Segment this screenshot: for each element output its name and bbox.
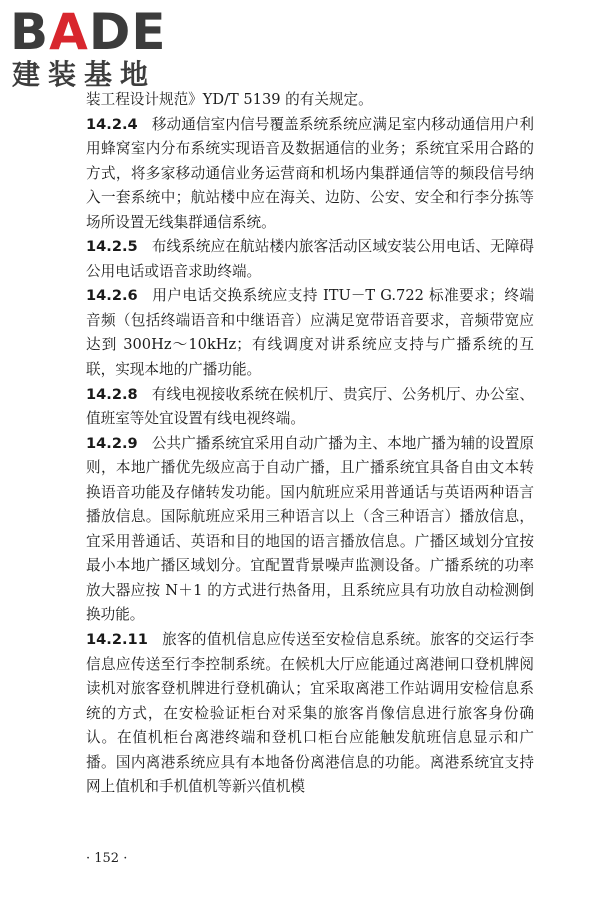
clause-text: 布线系统应在航站楼内旅客活动区域安装公用电话、无障碍公用电话或语音求助终端。	[86, 238, 534, 280]
clause-14-2-4	[86, 113, 534, 236]
lead-text-paragraph: 装工程设计规范》YD/T 5139 的有关规定。	[86, 91, 373, 108]
clause-14-2-8	[86, 383, 534, 432]
clause-number: 14.2.8	[86, 385, 138, 403]
clause-text: 移动通信室内信号覆盖系统系统应满足室内移动通信用户利用蜂窝室内分布系统实现语音及数据通信的业务；系统宜采用合路的方式，将多家移动通信业务运营商和机场内集群通信等的频段信号纳入一套系统中；航站楼中应在海关、边防、公安、安全和行李分拣等场所设置无线集群通信系统。	[86, 115, 534, 231]
clause-text: 旅客的值机信息应传送至安检信息系统。旅客的交运行李信息应传送至行李控制系统。在候机大厅应能通过离港闸口登机牌阅读机对旅客登机牌进行登机确认；宜采取离港工作站调用安检信息系统的方式，在安检验证柜台对采集的旅客肖像信息进行旅客身份确认。在值机柜台离港终端和登机口柜台应能触发航班信息显示和广播。国内离港系统应具有本地备份离港信息的功能。离港系统宜支持网上值机和手机值机等新兴值机模	[86, 631, 534, 796]
clause-number: 14.2.4	[86, 115, 138, 133]
clause-text: 公共广播系统宜采用自动广播为主、本地广播为辅的设置原则，本地广播优先级应高于自动广播，且广播系统宜具备自由文本转换语音功能及存储转发功能。国内航班应采用普通话与英语两种语言播放信息。国际航班应采用三种语言以上（含三种语言）播放信息，宜采用普通话、英语和目的地国的语言播放信息。广播区域划分宜按最小本地广播区域划分。宜配置背景噪声监测设备。广播系统的功率放大器应按 N＋1 的方式进行热备用，且系统应具有功放自动检测倒换功能。	[86, 434, 534, 624]
clause-14-2-6	[86, 284, 534, 382]
bade-logo	[8, 4, 183, 96]
logo-latin-text: BADE	[10, 3, 167, 61]
clause-14-2-11	[86, 628, 534, 800]
clause-number: 14.2.11	[86, 631, 148, 649]
clause-number: 14.2.9	[86, 434, 138, 452]
page-number: · 152 ·	[86, 851, 128, 866]
clause-text: 用户电话交换系统应支持 ITU－T G.722 标准要求；终端音频（包括终端语音和中继语音）应满足宽带语音要求，音频带宽应达到 300Hz～10kHz；有线调度对讲系统应支持与广播系统的互联，实现本地的广播功能。	[86, 287, 534, 379]
clause-14-2-9	[86, 432, 534, 628]
page-body	[86, 88, 534, 800]
logo-chinese-text: 建装基地	[12, 58, 157, 91]
clause-number: 14.2.5	[86, 238, 138, 256]
clause-text: 有线电视接收系统在候机厅、贵宾厅、公务机厅、办公室、值班室等处宜设置有线电视终端。	[86, 385, 534, 428]
clause-14-2-5	[86, 235, 534, 284]
clause-number: 14.2.6	[86, 287, 138, 305]
